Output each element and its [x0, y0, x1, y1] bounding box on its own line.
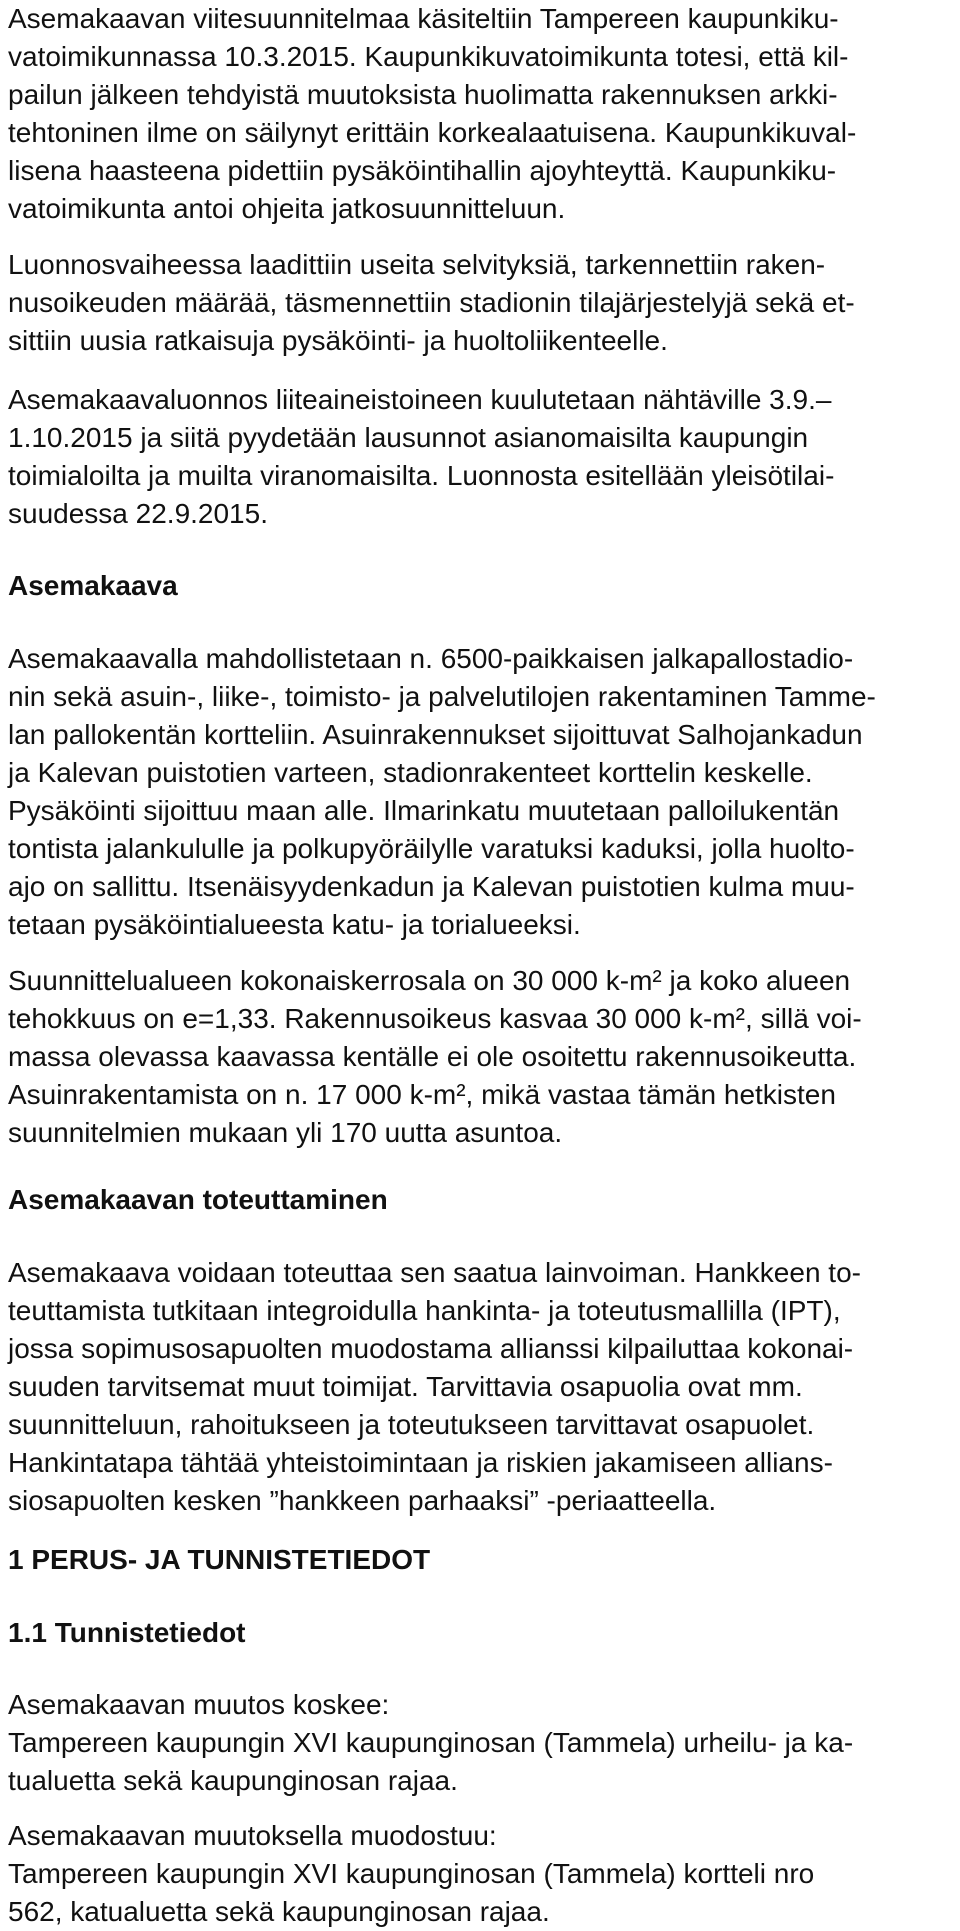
heading-text: 1.1 Tunnistetiedot — [8, 1617, 246, 1648]
paragraph-kerrosala — [8, 962, 862, 1152]
text-line: nusoikeuden määrää, täsmennettiin stadionin tilajärjestelyjä sekä et- — [8, 287, 855, 318]
text-line: Asemakaavan muutoksella muodostuu: — [8, 1820, 497, 1851]
text-line: jossa sopimusosapuolten muodostama allianssi kilpailuttaa kokonai- — [8, 1333, 854, 1364]
text-line: ajo on sallittu. Itsenäisyydenkadun ja Kalevan puistotien kulma muu- — [8, 871, 855, 902]
text-line: teuttamista tutkitaan integroidulla hankinta- ja toteutusmallilla (IPT), — [8, 1295, 841, 1326]
text-line: pailun jälkeen tehdyistä muutoksista huolimatta rakennuksen arkki- — [8, 79, 838, 110]
text-line: Asemakaava voidaan toteuttaa sen saatua lainvoiman. Hankkeen to- — [8, 1257, 861, 1288]
text-line: siosapuolten kesken ”hankkeen parhaaksi” -periaatteella. — [8, 1485, 717, 1516]
text-line: Suunnittelualueen kokonaiskerrosala on 30 000 k-m² ja koko alueen — [8, 965, 851, 996]
text-line: Asemakaavan viitesuunnitelmaa käsiteltiin Tampereen kaupunkiku- — [8, 3, 839, 34]
text-line: ja Kalevan puistotien varteen, stadionrakenteet korttelin keskelle. — [8, 757, 813, 788]
text-line: tehtoninen ilme on säilynyt erittäin korkealaatuisena. Kaupunkikuval- — [8, 117, 857, 148]
text-line: tetaan pysäköintialueesta katu- ja torialueeksi. — [8, 909, 581, 940]
text-line: vatoimikunta antoi ohjeita jatkosuunnitteluun. — [8, 193, 566, 224]
heading-asemakaava — [8, 567, 178, 605]
paragraph-asemakaava-kuvaus — [8, 640, 876, 944]
text-line: tehokkuus on e=1,33. Rakennusoikeus kasvaa 30 000 k-m², sillä voi- — [8, 1003, 862, 1034]
text-line: Hankintatapa tähtää yhteistoimintaan ja riskien jakamiseen allians- — [8, 1447, 833, 1478]
text-line: Asemakaavaluonnos liiteaineistoineen kuulutetaan nähtäville 3.9.– — [8, 384, 832, 415]
text-line: 562, katualuetta sekä kaupunginosan rajaa. — [8, 1896, 550, 1927]
text-line: suuden tarvitsemat muut toimijat. Tarvittavia osapuolia ovat mm. — [8, 1371, 803, 1402]
text-line: Luonnosvaiheessa laadittiin useita selvityksiä, tarkennettiin raken- — [8, 249, 826, 280]
text-line: Asemakaavan muutos koskee: — [8, 1689, 390, 1720]
heading-text: 1 PERUS- JA TUNNISTETIEDOT — [8, 1544, 431, 1575]
text-line: Tampereen kaupungin XVI kaupunginosan (Tammela) urheilu- ja ka- — [8, 1727, 854, 1758]
text-line: suunnitteluun, rahoitukseen ja toteutukseen tarvittavat osapuolet. — [8, 1409, 815, 1440]
text-line: Asuinrakentamista on n. 17 000 k-m², mikä vastaa tämän hetkisten — [8, 1079, 836, 1110]
text-line: Tampereen kaupungin XVI kaupunginosan (Tammela) kortteli nro — [8, 1858, 815, 1889]
paragraph-toteuttaminen — [8, 1254, 861, 1520]
paragraph-viitesuunnitelma — [8, 0, 856, 228]
paragraph-nahtavilla — [8, 381, 834, 533]
text-line: sittiin uusia ratkaisuja pysäköinti- ja huoltoliikenteelle. — [8, 325, 668, 356]
text-line: Pysäköinti sijoittuu maan alle. Ilmarinkatu muutetaan palloilukentän — [8, 795, 840, 826]
paragraph-luonnosvaihe — [8, 246, 855, 360]
heading-text: Asemakaava — [8, 570, 178, 601]
text-line: lisena haasteena pidettiin pysäköintihallin ajoyhteyttä. Kaupunkiku- — [8, 155, 837, 186]
heading-tunnistetiedot — [8, 1614, 246, 1652]
paragraph-muutos-koskee — [8, 1686, 853, 1800]
text-line: vatoimikunnassa 10.3.2015. Kaupunkikuvatoimikunta totesi, että kil- — [8, 41, 849, 72]
text-line: lan pallokentän kortteliin. Asuinrakennukset sijoittuvat Salhojankadun — [8, 719, 863, 750]
text-line: toimialoilta ja muilta viranomaisilta. Luonnosta esitellään yleisötilai- — [8, 460, 835, 491]
heading-text: Asemakaavan toteuttaminen — [8, 1184, 388, 1215]
paragraph-muodostuu — [8, 1817, 814, 1931]
text-line: nin sekä asuin-, liike-, toimisto- ja palvelutilojen rakentaminen Tamme- — [8, 681, 876, 712]
heading-toteuttaminen — [8, 1181, 388, 1219]
text-line: suudessa 22.9.2015. — [8, 498, 268, 529]
heading-perustiedot — [8, 1541, 430, 1579]
text-line: tualuetta sekä kaupunginosan rajaa. — [8, 1765, 458, 1796]
text-line: 1.10.2015 ja siitä pyydetään lausunnot asianomaisilta kaupungin — [8, 422, 809, 453]
text-line: massa olevassa kaavassa kentälle ei ole osoitettu rakennusoikeutta. — [8, 1041, 857, 1072]
text-line: tontista jalankululle ja polkupyöräilylle varatuksi kaduksi, jolla huolto- — [8, 833, 855, 864]
text-line: Asemakaavalla mahdollistetaan n. 6500-paikkaisen jalkapallostadio- — [8, 643, 854, 674]
text-line: suunnitelmien mukaan yli 170 uutta asuntoa. — [8, 1117, 563, 1148]
